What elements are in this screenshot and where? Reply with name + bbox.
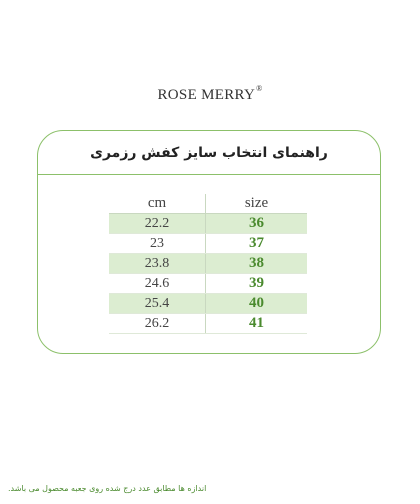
brand-name: ROSE MERRY — [157, 87, 256, 103]
size-cell: 39 — [206, 274, 308, 294]
brand-logo — [0, 86, 420, 104]
table-row — [109, 274, 307, 294]
cm-cell: 22.2 — [109, 214, 206, 234]
size-cell: 40 — [206, 294, 308, 314]
table-row — [109, 294, 307, 314]
size-cell: 41 — [206, 314, 308, 334]
cm-cell: 23.8 — [109, 254, 206, 274]
size-table — [109, 194, 307, 334]
cm-cell: 26.2 — [109, 314, 206, 334]
trademark-symbol: ® — [256, 84, 263, 93]
size-guide-card — [37, 130, 381, 354]
size-cell: 37 — [206, 234, 308, 254]
cm-cell: 25.4 — [109, 294, 206, 314]
column-header-cm: cm — [109, 194, 206, 214]
size-guide-title: راهنمای انتخاب سایز کفش رزمری — [90, 145, 328, 161]
size-cell: 38 — [206, 254, 308, 274]
size-cell: 36 — [206, 214, 308, 234]
table-header-row — [109, 194, 307, 214]
title-divider — [38, 174, 380, 175]
cm-cell: 23 — [109, 234, 206, 254]
cm-cell: 24.6 — [109, 274, 206, 294]
column-header-size: size — [206, 194, 308, 214]
table-row — [109, 254, 307, 274]
table-row — [109, 214, 307, 234]
table-row — [109, 234, 307, 254]
table-row — [109, 314, 307, 334]
footnote-text: اندازه ها مطابق عدد درج شده روی جعبه محصول می باشد. — [8, 484, 207, 493]
